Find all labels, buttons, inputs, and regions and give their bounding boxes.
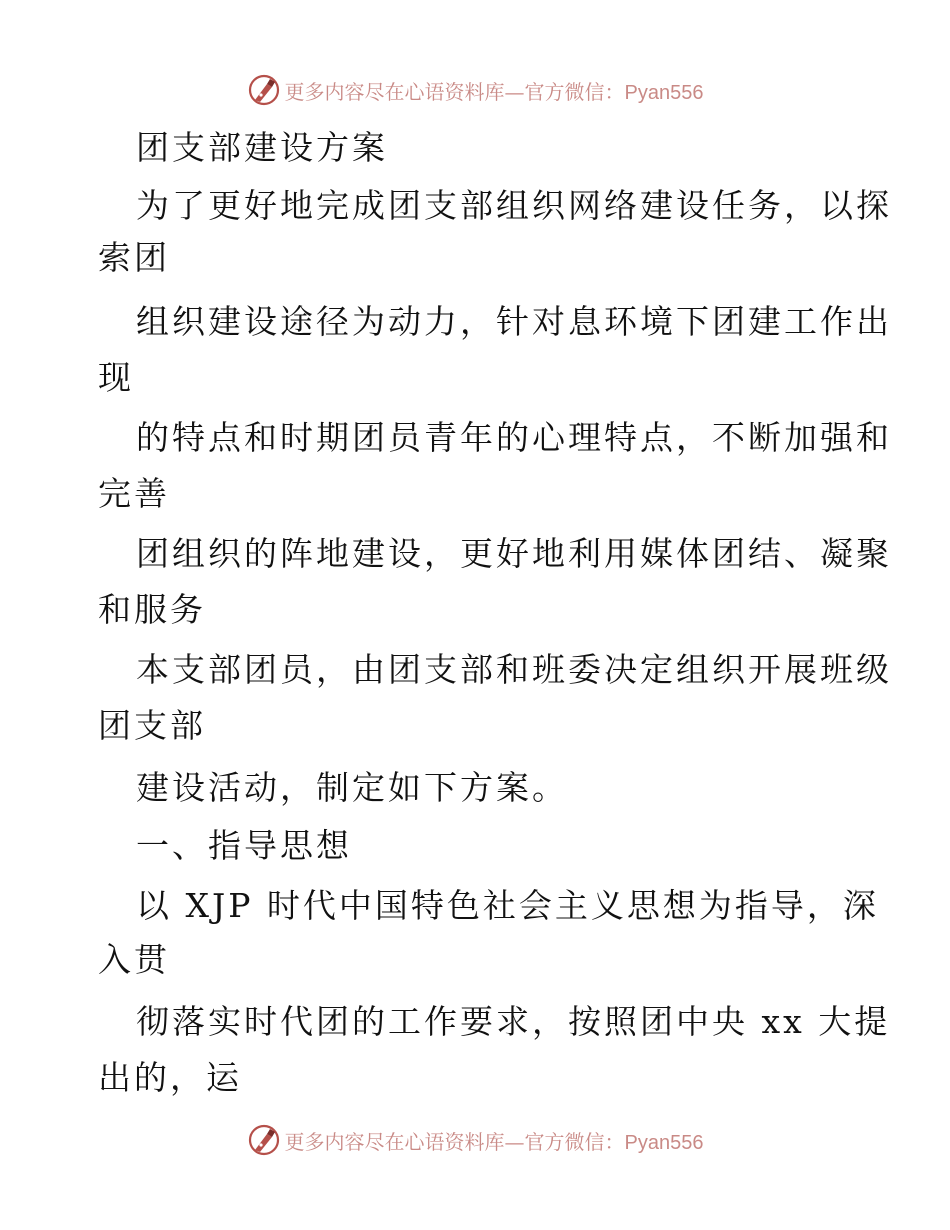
paragraph-line: 组织建设途径为动力，针对息环境下团建工作出	[136, 302, 892, 341]
paragraph-line: 索团	[98, 238, 170, 277]
paragraph-line: 和服务	[98, 590, 206, 629]
banner-account: Pyan556	[624, 81, 704, 104]
banner-separator: —	[504, 1129, 525, 1154]
banner-main-text: 更多内容尽在心语资料库	[284, 1129, 505, 1154]
section-heading: 一、指导思想	[136, 826, 352, 865]
paragraph-line: 现	[98, 358, 134, 397]
header-watermark-banner	[0, 70, 950, 110]
paragraph-line: 以 XJP 时代中国特色社会主义思想为指导，深	[136, 886, 879, 925]
paragraph-line: 为了更好地完成团支部组织网络建设任务，以探	[136, 186, 892, 225]
paragraph-line: 团支部	[98, 706, 206, 745]
paragraph-line: 的特点和时期团员青年的心理特点，不断加强和	[136, 418, 892, 457]
banner-separator: —	[504, 79, 525, 104]
paragraph-line: 本支部团员，由团支部和班委决定组织开展班级	[136, 650, 892, 689]
banner-account: Pyan556	[624, 1131, 704, 1154]
pen-logo-icon	[247, 73, 281, 107]
pen-logo-icon	[247, 1123, 281, 1157]
footer-watermark-banner	[0, 1120, 950, 1160]
paragraph-line: 建设活动，制定如下方案。	[136, 768, 568, 807]
paragraph-line: 入贯	[98, 940, 170, 979]
banner-main-text: 更多内容尽在心语资料库	[284, 79, 505, 104]
paragraph-line: 出的，运	[98, 1058, 242, 1097]
document-title: 团支部建设方案	[136, 128, 388, 167]
paragraph-line: 完善	[98, 474, 170, 513]
paragraph-line: 彻落实时代团的工作要求，按照团中央 xx 大提	[136, 1002, 891, 1041]
banner-official-label: 官方微信：	[524, 1129, 625, 1154]
paragraph-line: 团组织的阵地建设，更好地利用媒体团结、凝聚	[136, 534, 892, 573]
banner-official-label: 官方微信：	[524, 79, 625, 104]
